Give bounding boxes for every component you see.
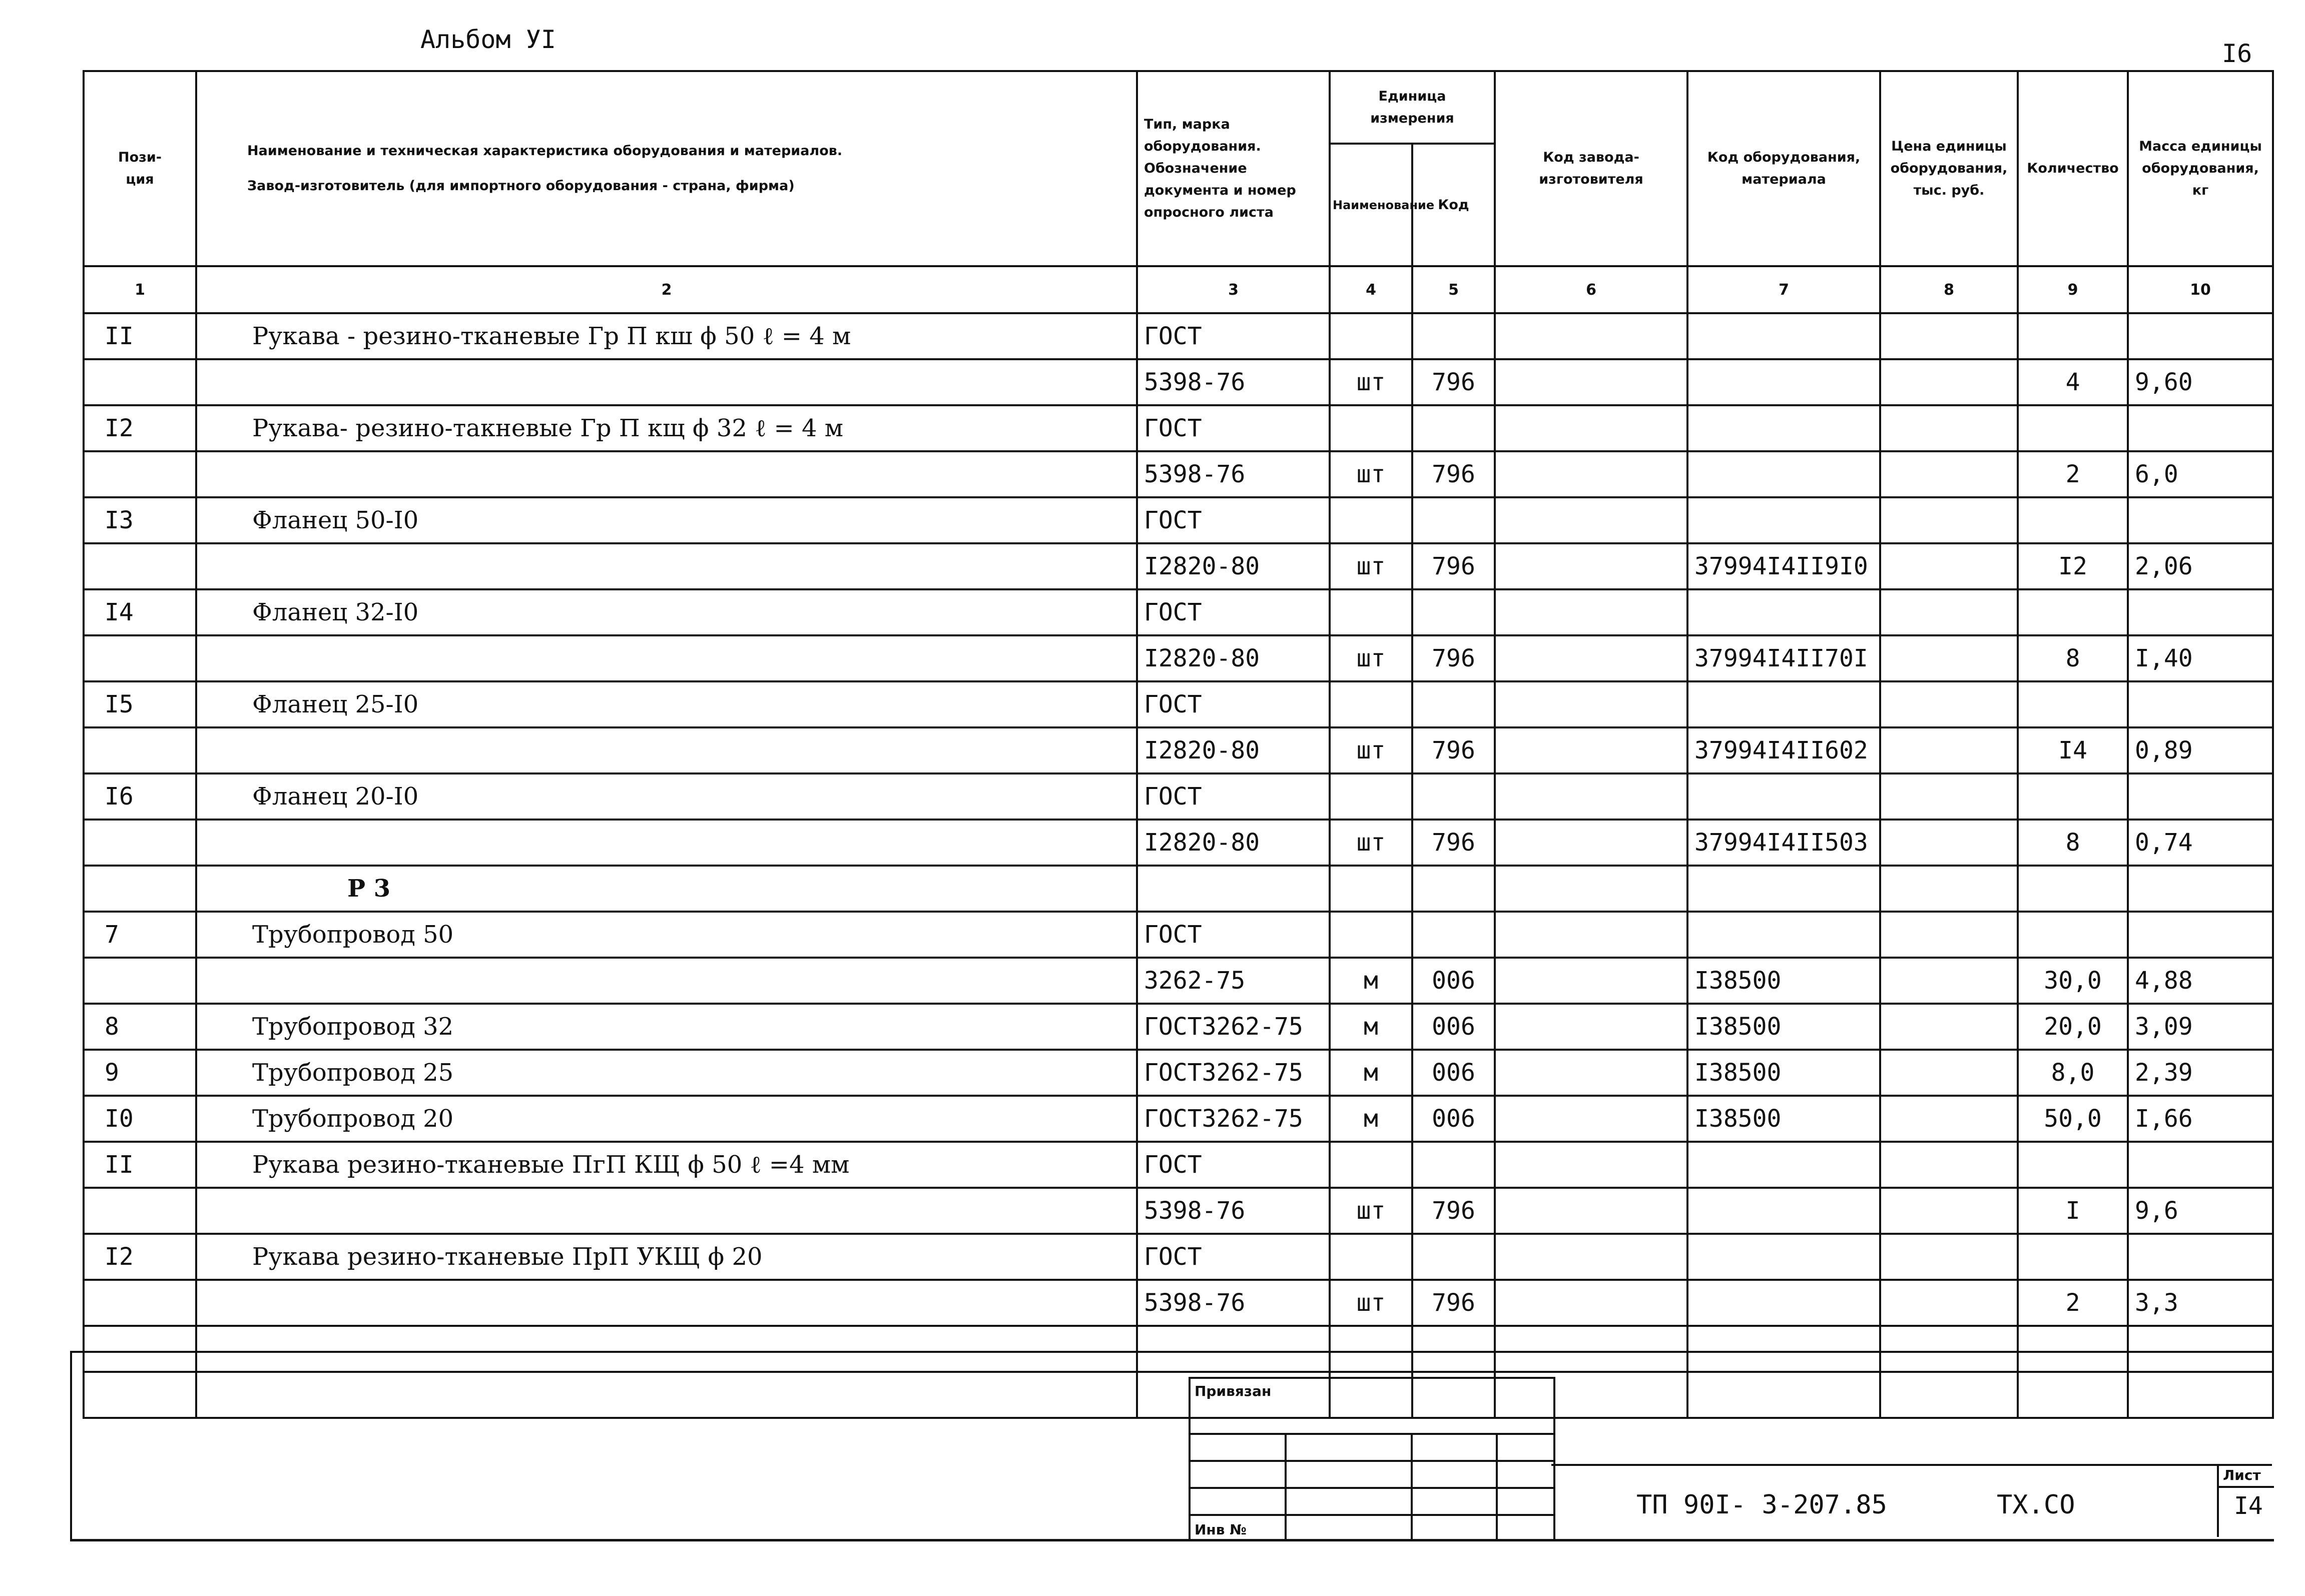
table-row <box>84 1004 2273 1050</box>
header-quantity: Количество <box>2018 71 2128 266</box>
maker-code-cell <box>1495 543 1687 589</box>
name-cell: Фланец 20-I0 <box>196 773 1137 820</box>
document-cell: ГОСТ <box>1137 1142 1330 1188</box>
mass-cell <box>2128 1142 2273 1188</box>
unit-name-cell <box>1330 912 1412 958</box>
quantity-cell: 4 <box>2018 359 2128 405</box>
mass-cell: 2,06 <box>2128 543 2273 589</box>
table-row <box>84 820 2273 866</box>
column-number-row <box>84 266 2273 313</box>
price-cell <box>1880 1050 2018 1096</box>
name-cell: Рукава резино-тканевые ПгП КЩ ϕ 50 ℓ =4 мм <box>196 1142 1137 1188</box>
header-position: Пози- ция <box>84 71 196 266</box>
table-row <box>84 1050 2273 1096</box>
price-cell <box>1880 727 2018 773</box>
price-cell <box>1880 359 2018 405</box>
mass-cell: 0,89 <box>2128 727 2273 773</box>
header-equipment-code: Код оборудования, материала <box>1687 71 1880 266</box>
quantity-cell <box>2018 912 2128 958</box>
position-cell <box>84 866 196 912</box>
unit-name-cell <box>1330 313 1412 359</box>
page-number: I6 <box>2222 39 2252 68</box>
name-cell <box>196 727 1137 773</box>
mass-cell: 9,6 <box>2128 1188 2273 1234</box>
position-cell: I2 <box>84 1234 196 1280</box>
column-number: 5 <box>1412 266 1495 313</box>
maker-code-cell <box>1495 958 1687 1004</box>
equipment-code-cell <box>1687 313 1880 359</box>
mass-cell: 6,0 <box>2128 451 2273 497</box>
quantity-cell <box>2018 1234 2128 1280</box>
name-cell <box>196 543 1137 589</box>
unit-code-cell <box>1412 866 1495 912</box>
equipment-code-cell <box>1687 1188 1880 1234</box>
table-row <box>84 1280 2273 1326</box>
price-cell <box>1880 866 2018 912</box>
unit-code-cell <box>1412 1142 1495 1188</box>
column-number: 7 <box>1687 266 1880 313</box>
mass-cell: 3,09 <box>2128 1004 2273 1050</box>
table-row <box>84 543 2273 589</box>
unit-name-cell: м <box>1330 1096 1412 1142</box>
inventory-label: Инв № <box>1195 1521 1247 1538</box>
unit-name-cell <box>1330 773 1412 820</box>
equipment-code-cell: 37994I4II503 <box>1687 820 1880 866</box>
price-cell <box>1880 1280 2018 1326</box>
table-row <box>84 451 2273 497</box>
column-number: 8 <box>1880 266 2018 313</box>
unit-code-cell: 796 <box>1412 451 1495 497</box>
maker-code-cell <box>1495 912 1687 958</box>
mass-cell: 2,39 <box>2128 1050 2273 1096</box>
unit-code-cell <box>1412 912 1495 958</box>
quantity-cell <box>2018 681 2128 727</box>
document-cell: ГОСТ <box>1137 405 1330 451</box>
section-row <box>84 866 2273 912</box>
header-name <box>196 71 1137 266</box>
sheet-label: Лист <box>2223 1467 2261 1483</box>
position-cell: I6 <box>84 773 196 820</box>
unit-code-cell: 796 <box>1412 1188 1495 1234</box>
position-cell: I3 <box>84 497 196 543</box>
equipment-code-cell <box>1687 359 1880 405</box>
name-cell: Рукава - резино-тканевые Гр П кш ϕ 50 ℓ = 4 м <box>196 313 1137 359</box>
column-number: 10 <box>2128 266 2273 313</box>
unit-code-cell <box>1412 497 1495 543</box>
price-cell <box>1880 405 2018 451</box>
quantity-cell <box>2018 866 2128 912</box>
unit-code-cell: 796 <box>1412 635 1495 681</box>
document-cell: ГОСТ <box>1137 1234 1330 1280</box>
quantity-cell <box>2018 313 2128 359</box>
mass-cell <box>2128 497 2273 543</box>
name-cell: Рукава резино-тканевые ПрП УКЩ ϕ 20 <box>196 1234 1137 1280</box>
unit-code-cell <box>1412 589 1495 635</box>
position-cell <box>84 359 196 405</box>
document-cell: I2820-80 <box>1137 543 1330 589</box>
position-cell <box>84 1280 196 1326</box>
quantity-cell: I4 <box>2018 727 2128 773</box>
specification-table <box>83 70 2274 1419</box>
equipment-code-cell <box>1687 451 1880 497</box>
position-cell <box>84 635 196 681</box>
mass-cell <box>2128 405 2273 451</box>
table-row <box>84 912 2273 958</box>
column-number: 6 <box>1495 266 1687 313</box>
maker-code-cell <box>1495 1188 1687 1234</box>
document-cell: I2820-80 <box>1137 727 1330 773</box>
unit-code-cell <box>1412 773 1495 820</box>
header-unit-code: Код <box>1412 144 1495 266</box>
quantity-cell: 20,0 <box>2018 1004 2128 1050</box>
equipment-code-cell: I38500 <box>1687 1004 1880 1050</box>
equipment-code-cell <box>1687 866 1880 912</box>
table-row <box>84 773 2273 820</box>
name-cell: Трубопровод 25 <box>196 1050 1137 1096</box>
unit-name-cell: шт <box>1330 727 1412 773</box>
price-cell <box>1880 1004 2018 1050</box>
position-cell: I5 <box>84 681 196 727</box>
maker-code-cell <box>1495 1142 1687 1188</box>
column-number: 3 <box>1137 266 1330 313</box>
document-cell: ГОСТ <box>1137 589 1330 635</box>
unit-code-cell: 796 <box>1412 543 1495 589</box>
maker-code-cell <box>1495 681 1687 727</box>
name-cell <box>196 451 1137 497</box>
table-row <box>84 313 2273 359</box>
equipment-code-cell <box>1687 1142 1880 1188</box>
document-cell: I2820-80 <box>1137 820 1330 866</box>
price-cell <box>1880 635 2018 681</box>
name-cell <box>196 958 1137 1004</box>
price-cell <box>1880 1142 2018 1188</box>
position-cell <box>84 727 196 773</box>
equipment-code-cell <box>1687 405 1880 451</box>
price-cell <box>1880 681 2018 727</box>
mass-cell <box>2128 912 2273 958</box>
unit-code-cell: 796 <box>1412 820 1495 866</box>
maker-code-cell <box>1495 1050 1687 1096</box>
name-cell <box>196 359 1137 405</box>
header-name-line2: Завод-изготовитель (для импортного оборудования - страна, фирма) <box>247 178 795 194</box>
name-cell <box>196 1280 1137 1326</box>
position-cell <box>84 958 196 1004</box>
quantity-cell: 8,0 <box>2018 1050 2128 1096</box>
unit-name-cell: шт <box>1330 635 1412 681</box>
mass-cell: 9,60 <box>2128 359 2273 405</box>
maker-code-cell <box>1495 1234 1687 1280</box>
price-cell <box>1880 958 2018 1004</box>
document-cell: ГОСТ3262-75 <box>1137 1050 1330 1096</box>
unit-name-cell: шт <box>1330 543 1412 589</box>
position-cell: II <box>84 1142 196 1188</box>
unit-code-cell: 796 <box>1412 359 1495 405</box>
quantity-cell <box>2018 589 2128 635</box>
maker-code-cell <box>1495 1096 1687 1142</box>
table-row <box>84 497 2273 543</box>
unit-name-cell <box>1330 866 1412 912</box>
quantity-cell <box>2018 405 2128 451</box>
document-cell: 5398-76 <box>1137 1280 1330 1326</box>
mass-cell: 0,74 <box>2128 820 2273 866</box>
position-cell: 7 <box>84 912 196 958</box>
maker-code-cell <box>1495 497 1687 543</box>
price-cell <box>1880 313 2018 359</box>
header-maker-code: Код завода-изготовителя <box>1495 71 1687 266</box>
price-cell <box>1880 1234 2018 1280</box>
maker-code-cell <box>1495 820 1687 866</box>
album-label: Альбом УI <box>420 25 556 54</box>
mass-cell: 4,88 <box>2128 958 2273 1004</box>
code-divider <box>1551 1464 2272 1466</box>
maker-code-cell <box>1495 451 1687 497</box>
equipment-code-cell: I38500 <box>1687 958 1880 1004</box>
price-cell <box>1880 497 2018 543</box>
header-price: Цена единицы оборудования, тыс. руб. <box>1880 71 2018 266</box>
table-row <box>84 681 2273 727</box>
unit-code-cell: 006 <box>1412 958 1495 1004</box>
quantity-cell <box>2018 773 2128 820</box>
table-row <box>84 1096 2273 1142</box>
name-cell <box>196 820 1137 866</box>
unit-code-cell <box>1412 681 1495 727</box>
sheet-number: I4 <box>2234 1492 2263 1520</box>
document-cell: 5398-76 <box>1137 359 1330 405</box>
sheet-box <box>2217 1464 2274 1537</box>
name-cell: Фланец 32-I0 <box>196 589 1137 635</box>
unit-name-cell: м <box>1330 958 1412 1004</box>
quantity-cell: 2 <box>2018 1280 2128 1326</box>
unit-code-cell: 006 <box>1412 1004 1495 1050</box>
table-row <box>84 405 2273 451</box>
column-number: 4 <box>1330 266 1412 313</box>
unit-name-cell: м <box>1330 1004 1412 1050</box>
price-cell <box>1880 589 2018 635</box>
name-cell: Рукава- резино-такневые Гр П кщ ϕ 32 ℓ = 4 м <box>196 405 1137 451</box>
table-row <box>84 958 2273 1004</box>
position-cell: II <box>84 313 196 359</box>
unit-name-cell <box>1330 589 1412 635</box>
document-suffix: ТХ.СО <box>1997 1490 2075 1520</box>
name-cell: Трубопровод 50 <box>196 912 1137 958</box>
name-cell: Р 3 <box>196 866 1137 912</box>
maker-code-cell <box>1495 1004 1687 1050</box>
document-cell: 5398-76 <box>1137 1188 1330 1234</box>
unit-code-cell: 796 <box>1412 727 1495 773</box>
price-cell <box>1880 820 2018 866</box>
equipment-code-cell <box>1687 1234 1880 1280</box>
quantity-cell: 8 <box>2018 820 2128 866</box>
mass-cell <box>2128 1234 2273 1280</box>
mass-cell <box>2128 681 2273 727</box>
maker-code-cell <box>1495 359 1687 405</box>
header-unit-name: Наименование <box>1330 144 1412 266</box>
unit-name-cell: шт <box>1330 1188 1412 1234</box>
attachment-stamp <box>1189 1377 1555 1541</box>
document-cell: ГОСТ <box>1137 313 1330 359</box>
equipment-code-cell <box>1687 681 1880 727</box>
document-cell: 3262-75 <box>1137 958 1330 1004</box>
name-cell: Фланец 50-I0 <box>196 497 1137 543</box>
document-cell <box>1137 866 1330 912</box>
price-cell <box>1880 1188 2018 1234</box>
column-number: 9 <box>2018 266 2128 313</box>
maker-code-cell <box>1495 405 1687 451</box>
document-cell: ГОСТ <box>1137 773 1330 820</box>
column-number: 2 <box>196 266 1137 313</box>
document-cell: ГОСТ <box>1137 497 1330 543</box>
position-cell <box>84 1188 196 1234</box>
quantity-cell: 30,0 <box>2018 958 2128 1004</box>
unit-name-cell <box>1330 1142 1412 1188</box>
equipment-code-cell: I38500 <box>1687 1050 1880 1096</box>
document-cell: ГОСТ <box>1137 912 1330 958</box>
quantity-cell <box>2018 497 2128 543</box>
header-mass: Масса единицы оборудования, кг <box>2128 71 2273 266</box>
maker-code-cell <box>1495 589 1687 635</box>
unit-name-cell <box>1330 681 1412 727</box>
name-cell <box>196 635 1137 681</box>
header-type: Тип, марка оборудования. Обозначение документа и номер опросного листа <box>1137 71 1330 266</box>
maker-code-cell <box>1495 313 1687 359</box>
unit-name-cell: шт <box>1330 1280 1412 1326</box>
equipment-code-cell: 37994I4II602 <box>1687 727 1880 773</box>
header-unit: Единица измерения <box>1330 71 1495 144</box>
name-cell: Трубопровод 20 <box>196 1096 1137 1142</box>
unit-code-cell: 796 <box>1412 1280 1495 1326</box>
table-row <box>84 1142 2273 1188</box>
position-cell: 9 <box>84 1050 196 1096</box>
price-cell <box>1880 912 2018 958</box>
equipment-code-cell: 37994I4II70I <box>1687 635 1880 681</box>
unit-code-cell <box>1412 405 1495 451</box>
quantity-cell: I <box>2018 1188 2128 1234</box>
column-number: 1 <box>84 266 196 313</box>
equipment-code-cell <box>1687 589 1880 635</box>
unit-name-cell: шт <box>1330 359 1412 405</box>
position-cell: I0 <box>84 1096 196 1142</box>
document-cell: 5398-76 <box>1137 451 1330 497</box>
name-cell: Трубопровод 32 <box>196 1004 1137 1050</box>
quantity-cell <box>2018 1142 2128 1188</box>
unit-name-cell: м <box>1330 1050 1412 1096</box>
position-cell: 8 <box>84 1004 196 1050</box>
document-cell: ГОСТ <box>1137 681 1330 727</box>
equipment-code-cell: 37994I4II9I0 <box>1687 543 1880 589</box>
unit-name-cell <box>1330 405 1412 451</box>
quantity-cell: 8 <box>2018 635 2128 681</box>
unit-name-cell: шт <box>1330 451 1412 497</box>
table-row <box>84 635 2273 681</box>
mass-cell <box>2128 773 2273 820</box>
price-cell <box>1880 543 2018 589</box>
price-cell <box>1880 1096 2018 1142</box>
equipment-code-cell <box>1687 773 1880 820</box>
name-cell: Фланец 25-I0 <box>196 681 1137 727</box>
maker-code-cell <box>1495 773 1687 820</box>
table-row <box>84 1188 2273 1234</box>
mass-cell: 3,3 <box>2128 1280 2273 1326</box>
unit-code-cell: 006 <box>1412 1096 1495 1142</box>
unit-name-cell <box>1330 1234 1412 1280</box>
table-row <box>84 359 2273 405</box>
maker-code-cell <box>1495 1280 1687 1326</box>
document-cell: ГОСТ3262-75 <box>1137 1004 1330 1050</box>
document-cell: I2820-80 <box>1137 635 1330 681</box>
equipment-code-cell <box>1687 912 1880 958</box>
document-cell: ГОСТ3262-75 <box>1137 1096 1330 1142</box>
table-row <box>84 589 2273 635</box>
equipment-code-cell: I38500 <box>1687 1096 1880 1142</box>
mass-cell <box>2128 313 2273 359</box>
table-row <box>84 727 2273 773</box>
mass-cell: I,66 <box>2128 1096 2273 1142</box>
equipment-code-cell <box>1687 497 1880 543</box>
mass-cell <box>2128 866 2273 912</box>
maker-code-cell <box>1495 635 1687 681</box>
title-block-frame <box>70 1351 2274 1541</box>
attached-label: Привязан <box>1195 1383 1272 1399</box>
table-body <box>84 313 2273 1418</box>
position-cell <box>84 451 196 497</box>
unit-code-cell: 006 <box>1412 1050 1495 1096</box>
quantity-cell: I2 <box>2018 543 2128 589</box>
position-cell: I4 <box>84 589 196 635</box>
mass-cell: I,40 <box>2128 635 2273 681</box>
unit-code-cell <box>1412 1234 1495 1280</box>
equipment-code-cell <box>1687 1280 1880 1326</box>
position-cell <box>84 820 196 866</box>
document-code: ТП 90I- 3-207.85 <box>1636 1490 1887 1520</box>
position-cell: I2 <box>84 405 196 451</box>
table-header <box>84 71 2273 313</box>
quantity-cell: 2 <box>2018 451 2128 497</box>
price-cell <box>1880 773 2018 820</box>
header-name-line1: Наименование и техническая характеристика оборудования и материалов. <box>247 143 843 159</box>
position-cell <box>84 543 196 589</box>
name-cell <box>196 1188 1137 1234</box>
price-cell <box>1880 451 2018 497</box>
mass-cell <box>2128 589 2273 635</box>
maker-code-cell <box>1495 866 1687 912</box>
quantity-cell: 50,0 <box>2018 1096 2128 1142</box>
unit-name-cell: шт <box>1330 820 1412 866</box>
unit-code-cell <box>1412 313 1495 359</box>
table-row <box>84 1234 2273 1280</box>
unit-name-cell <box>1330 497 1412 543</box>
maker-code-cell <box>1495 727 1687 773</box>
